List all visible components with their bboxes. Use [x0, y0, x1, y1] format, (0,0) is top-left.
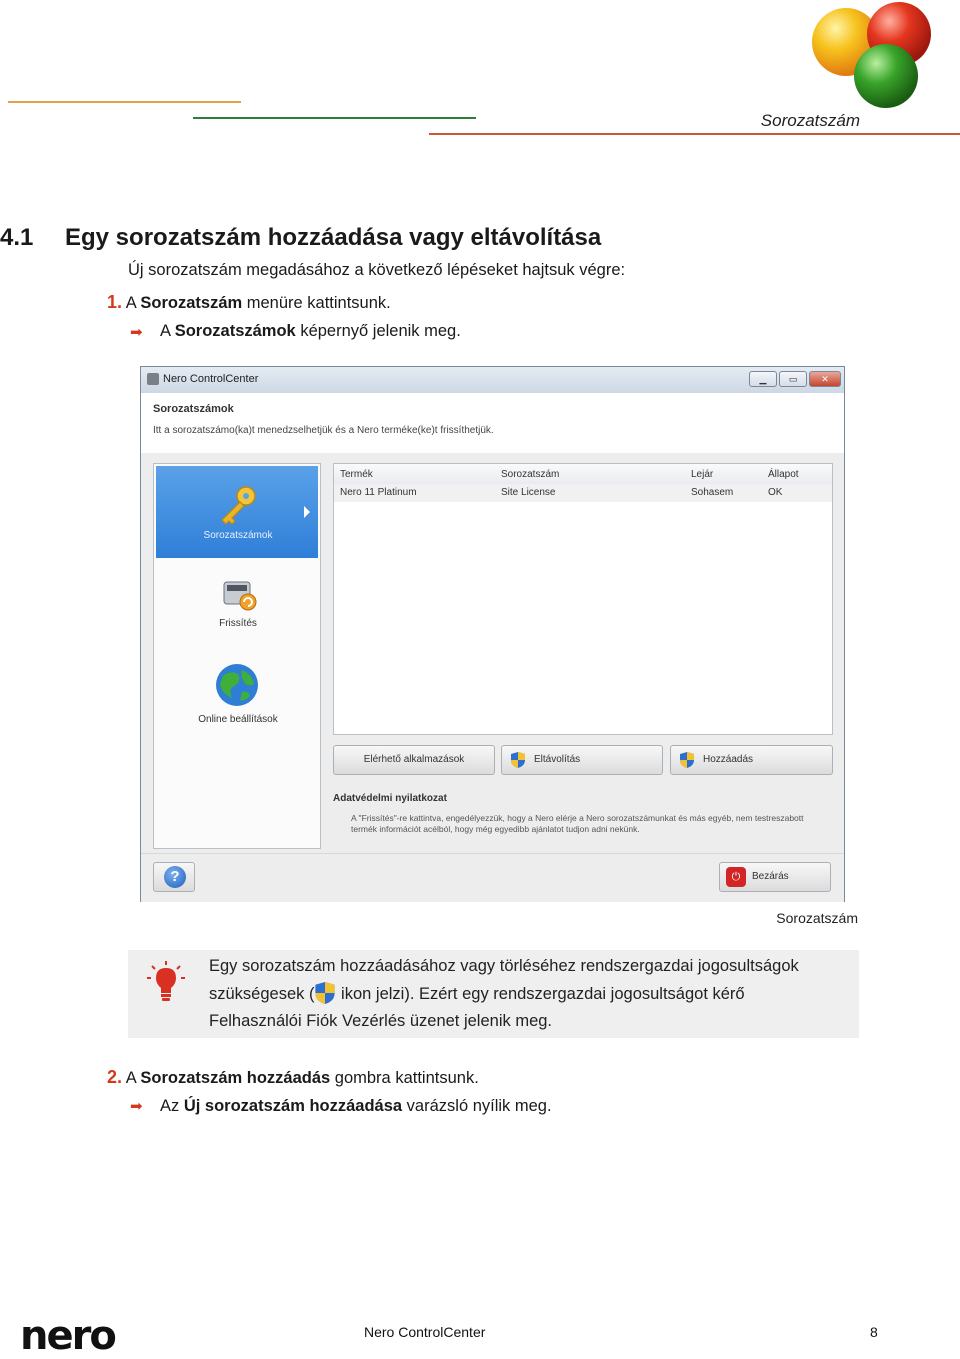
- nero-balls-logo: [806, 0, 936, 112]
- step-1-post: menüre kattintsunk.: [242, 294, 391, 312]
- step-1: [107, 292, 391, 313]
- help-icon: ?: [164, 866, 186, 888]
- nav-pane: [153, 463, 321, 849]
- step-2-post: gombra kattintsunk.: [330, 1069, 479, 1087]
- tip-line-2-post: ikon jelzi). Ezért egy rendszergazdai jogosultságot kérő: [336, 985, 745, 1003]
- key-icon: [216, 484, 260, 526]
- power-icon: ⏻: [726, 867, 746, 887]
- uac-shield-icon: [679, 751, 695, 769]
- remove-button[interactable]: [501, 745, 663, 775]
- tip-text: [209, 953, 799, 1035]
- header-rule-green: [193, 117, 476, 119]
- remove-label: Eltávolítás: [534, 754, 581, 765]
- tip-line-2-pre: szükségesek (: [209, 985, 315, 1003]
- section-title: Egy sorozatszám hozzáadása vagy eltávolítása: [65, 224, 602, 251]
- result-arrow-icon: ➡: [130, 1098, 143, 1115]
- window-subheading: Itt a sorozatszámo(ka)t menedzselhetjük és a Nero terméke(ke)t frissíthetjük.: [153, 425, 494, 436]
- step-1-result-post: képernyő jelenik meg.: [295, 322, 461, 340]
- step-1-number: 1.: [107, 292, 123, 312]
- privacy-text: A "Frissítés"-re kattintva, engedélyezzük, hogy a Nero elérje a Nero sorozatszámunkat és más egyéb, nem testreszabott termék információt acélból, hogy még egyedibb ajánlatot tudjon adni nekünk.: [351, 813, 804, 834]
- cell-status: OK: [768, 487, 783, 498]
- maximize-button[interactable]: ▭: [779, 371, 807, 387]
- step-1-result: [160, 322, 461, 341]
- step-2-number: 2.: [107, 1067, 123, 1087]
- tip-line-1: Egy sorozatszám hozzáadásához vagy törléséhez rendszergazdai jogosultságok: [209, 957, 799, 975]
- window-footer: [141, 853, 844, 902]
- window-title: Nero ControlCenter: [163, 373, 259, 385]
- table-header: [334, 464, 832, 485]
- window-header: [141, 393, 844, 453]
- lightbulb-icon: [146, 960, 186, 1004]
- header-rule-red: [429, 133, 960, 135]
- minimize-button[interactable]: ▁: [749, 371, 777, 387]
- app-window-screenshot: [140, 366, 845, 902]
- step-2-pre: A: [125, 1069, 141, 1087]
- figure-caption: Sorozatszám: [776, 910, 858, 926]
- tip-line-3: Felhasználói Fiók Vezérlés üzenet jelenik meg.: [209, 1012, 553, 1030]
- tip-box: [128, 950, 859, 1038]
- close-window-button[interactable]: ✕: [809, 371, 841, 387]
- result-arrow-icon: ➡: [130, 324, 143, 341]
- close-button[interactable]: [719, 862, 831, 892]
- uac-shield-icon: [510, 751, 526, 769]
- step-2-bold: Sorozatszám hozzáadás: [140, 1069, 331, 1087]
- page-number: 8: [870, 1324, 878, 1340]
- tip-line-2: [209, 980, 799, 1008]
- window-body: [141, 453, 844, 853]
- available-apps-button[interactable]: [333, 745, 495, 775]
- window-heading: Sorozatszámok: [153, 403, 234, 415]
- cell-expires: Sohasem: [691, 487, 734, 498]
- step-1-result-pre: A: [160, 322, 175, 340]
- header-rule-orange: [8, 101, 241, 103]
- nav-item-update[interactable]: [156, 574, 320, 644]
- step-2-result-pre: Az: [160, 1097, 184, 1115]
- table-row[interactable]: [334, 484, 832, 502]
- nav-item-online-settings[interactable]: [156, 662, 320, 736]
- add-label: Hozzáadás: [703, 754, 754, 765]
- cell-product: Nero 11 Platinum: [340, 487, 417, 498]
- window-titlebar: [141, 367, 844, 393]
- nav-item-serials[interactable]: [156, 466, 318, 558]
- step-2-result-post: varázsló nyílik meg.: [402, 1097, 552, 1115]
- help-button[interactable]: [153, 862, 195, 892]
- add-button[interactable]: [670, 745, 833, 775]
- nav-label-update: Frissítés: [219, 618, 257, 629]
- step-2: [107, 1067, 479, 1088]
- nav-label-online-settings: Online beállítások: [198, 714, 278, 725]
- available-apps-label: Elérhető alkalmazások: [363, 754, 465, 765]
- serials-table: [333, 463, 833, 735]
- privacy-title: Adatvédelmi nyilatkozat: [333, 793, 447, 804]
- chevron-right-icon: [304, 506, 310, 518]
- header-title: Sorozatszám: [760, 111, 860, 130]
- step-2-result: [160, 1097, 552, 1116]
- cell-serial: Site License: [501, 487, 556, 498]
- footer-product-name: Nero ControlCenter: [364, 1324, 486, 1340]
- column-header-expires[interactable]: Lejár: [691, 469, 714, 480]
- nero-wordmark-logo: nero: [20, 1313, 115, 1359]
- update-icon: [218, 574, 258, 614]
- close-label: Bezárás: [752, 871, 789, 882]
- step-1-pre: A: [125, 294, 141, 312]
- column-header-product[interactable]: Termék: [340, 469, 373, 480]
- step-1-bold: Sorozatszám: [140, 294, 243, 312]
- uac-shield-icon: [314, 980, 336, 1006]
- step-2-result-bold: Új sorozatszám hozzáadása: [183, 1097, 403, 1115]
- intro-text: Új sorozatszám megadásához a következő lépéseket hajtsuk végre:: [128, 261, 626, 279]
- app-icon: [147, 373, 159, 385]
- section-number: 4.1: [0, 224, 34, 251]
- column-header-status[interactable]: Állapot: [768, 469, 799, 480]
- column-header-serial[interactable]: Sorozatszám: [501, 469, 560, 480]
- globe-icon: [214, 662, 260, 708]
- step-1-result-bold: Sorozatszámok: [174, 322, 296, 340]
- nav-label-serials: Sorozatszámok: [203, 530, 273, 541]
